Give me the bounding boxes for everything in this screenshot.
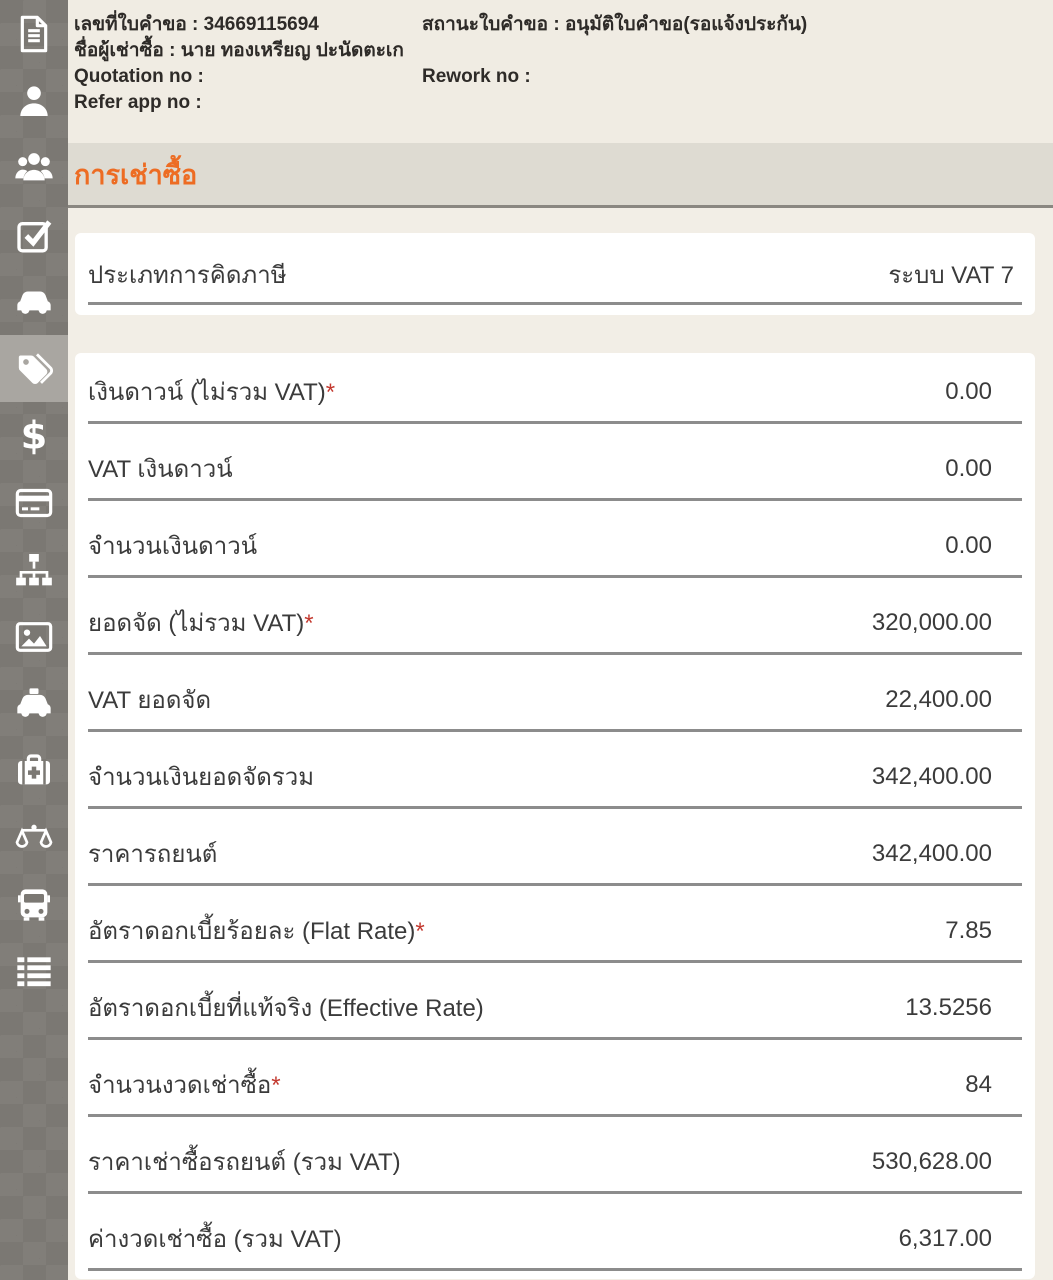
form-row[interactable] [75, 584, 1035, 661]
sidebar-item-document[interactable] [0, 0, 68, 67]
sidebar-item-balance-scale[interactable] [0, 804, 68, 871]
check-square-icon [14, 215, 54, 255]
required-asterisk: * [325, 379, 336, 406]
form-row[interactable] [75, 661, 1035, 738]
field-value[interactable]: 342,400.00 [871, 762, 992, 790]
image-icon [14, 617, 54, 657]
medkit-icon [14, 751, 54, 791]
field-value[interactable]: ระบบ VAT 7 [888, 261, 1014, 289]
form-row[interactable] [75, 1200, 1035, 1277]
hire-purchase-card [75, 353, 1035, 1279]
field-label: ราคาเช่าซื้อรถยนต์ (รวม VAT) [88, 1149, 401, 1176]
field-value[interactable]: 7.85 [945, 916, 992, 944]
field-value[interactable]: 0.00 [945, 531, 992, 559]
form-row[interactable] [75, 892, 1035, 969]
sidebar-item-sitemap[interactable] [0, 536, 68, 603]
rework-no: Rework no : [422, 66, 531, 87]
field-label: ยอดจัด (ไม่รวม VAT)* [88, 610, 314, 637]
field-label: VAT เงินดาวน์ [88, 456, 233, 483]
field-label: อัตราดอกเบี้ยร้อยละ (Flat Rate)* [88, 918, 425, 945]
bus-icon [14, 885, 54, 925]
sidebar-item-taxi[interactable] [0, 670, 68, 737]
sidebar-item-users[interactable] [0, 134, 68, 201]
sidebar-item-user[interactable] [0, 67, 68, 134]
sidebar-item-tags[interactable] [0, 335, 68, 402]
field-value[interactable]: 530,628.00 [871, 1147, 992, 1175]
main-area [68, 0, 1053, 1280]
form-content [68, 208, 1053, 1280]
sidebar-nav [0, 0, 68, 1280]
user-icon [14, 81, 54, 121]
application-header [68, 0, 1053, 143]
form-row[interactable] [75, 1046, 1035, 1123]
field-label: จำนวนเงินยอดจัดรวม [88, 764, 315, 791]
svg-text:$: $ [20, 415, 48, 456]
form-row[interactable] [75, 430, 1035, 507]
tax-type-row[interactable] [75, 233, 1035, 315]
sidebar-item-credit-card[interactable] [0, 469, 68, 536]
quotation-no: Quotation no : [74, 66, 204, 87]
dollar-icon [14, 416, 54, 456]
form-row[interactable] [75, 969, 1035, 1046]
document-icon [14, 14, 54, 54]
field-value[interactable]: 6,317.00 [898, 1224, 992, 1252]
required-asterisk: * [415, 918, 425, 945]
field-label: ค่างวดเช่าซื้อ (รวม VAT) [88, 1226, 342, 1253]
field-value[interactable]: 320,000.00 [871, 608, 992, 636]
sidebar-item-car[interactable] [0, 268, 68, 335]
sidebar-item-dollar[interactable] [0, 402, 68, 469]
field-label: ประเภทการคิดภาษี [88, 261, 287, 289]
users-icon [14, 148, 54, 188]
form-row[interactable] [75, 738, 1035, 815]
field-value[interactable]: 22,400.00 [885, 685, 992, 713]
field-value[interactable]: 84 [965, 1070, 992, 1098]
required-asterisk: * [271, 1072, 281, 1099]
tags-icon [14, 349, 54, 389]
field-label: ราคารถยนต์ [88, 841, 218, 868]
form-row[interactable] [75, 815, 1035, 892]
field-value[interactable]: 0.00 [945, 454, 992, 482]
tax-type-card [75, 233, 1035, 315]
form-row[interactable] [75, 353, 1035, 430]
application-number: เลขที่ใบคำขอ : 34669115694 [74, 14, 319, 35]
form-row[interactable] [75, 1123, 1035, 1200]
refer-app-no: Refer app no : [74, 92, 202, 113]
field-label: อัตราดอกเบี้ยที่แท้จริง (Effective Rate) [88, 995, 484, 1022]
list-icon [14, 952, 54, 992]
field-value[interactable]: 13.5256 [905, 993, 992, 1021]
required-asterisk: * [304, 610, 314, 637]
sidebar-item-check-square[interactable] [0, 201, 68, 268]
field-label: จำนวนงวดเช่าซื้อ* [88, 1072, 281, 1099]
credit-card-icon [14, 483, 54, 523]
field-label: จำนวนเงินดาวน์ [88, 533, 258, 560]
car-icon [14, 282, 54, 322]
sitemap-icon [14, 550, 54, 590]
application-status: สถานะใบคำขอ : อนุมัติใบคำขอ(รอแจ้งประกัน) [422, 14, 808, 35]
hirer-name: ชื่อผู้เช่าซื้อ : นาย ทองเหรียญ ปะนัดตะเก [74, 40, 404, 61]
section-bar [68, 143, 1053, 208]
form-row[interactable] [75, 507, 1035, 584]
balance-scale-icon [14, 818, 54, 858]
field-label: เงินดาวน์ (ไม่รวม VAT)* [88, 379, 336, 406]
field-value[interactable]: 0.00 [945, 377, 992, 405]
sidebar-item-bus[interactable] [0, 871, 68, 938]
sidebar-item-image[interactable] [0, 603, 68, 670]
field-label: VAT ยอดจัด [88, 687, 212, 714]
sidebar-item-list[interactable] [0, 938, 68, 1005]
field-value[interactable]: 342,400.00 [871, 839, 992, 867]
section-title: การเช่าซื้อ [74, 159, 198, 190]
taxi-icon [14, 684, 54, 724]
sidebar-item-medkit[interactable] [0, 737, 68, 804]
